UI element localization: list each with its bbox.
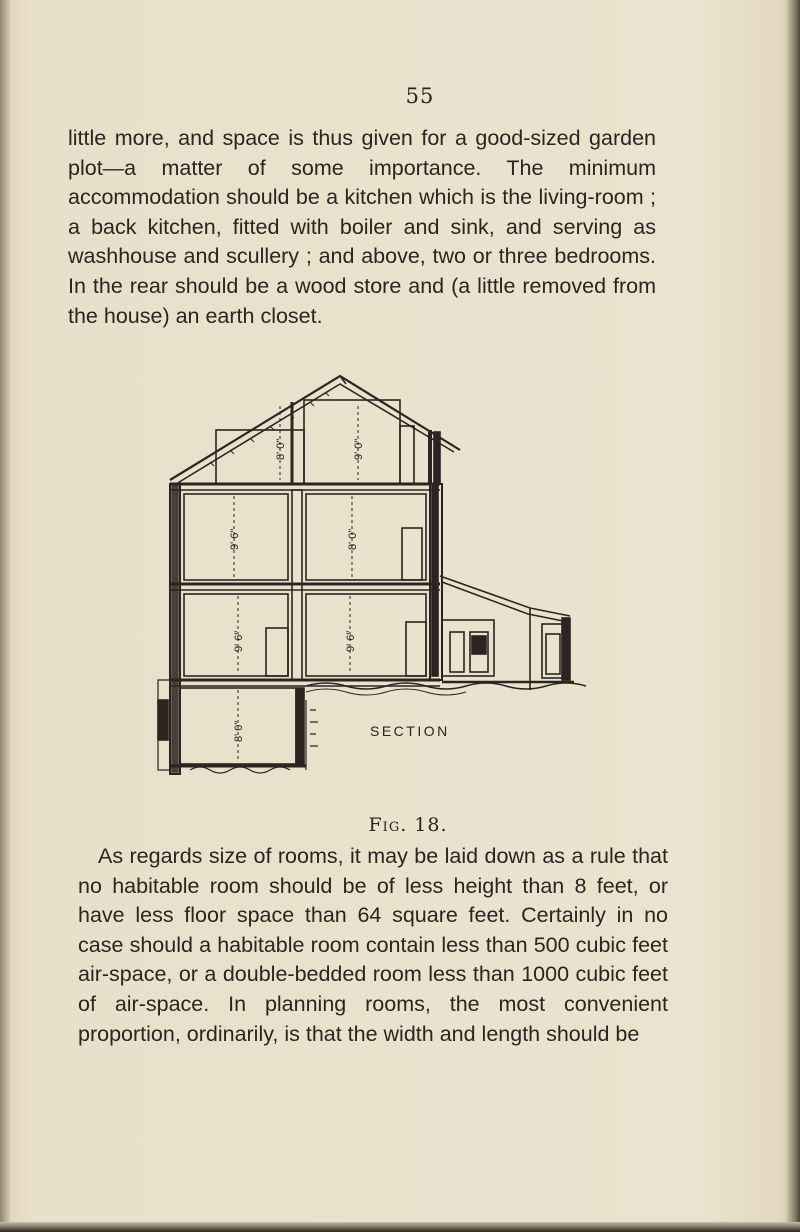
- page-left-edge: [0, 0, 10, 1232]
- figure-caption: [8, 814, 800, 836]
- figure-caption-text: Fig. 18.: [368, 814, 448, 836]
- dimension-first-right: 8' 0": [347, 528, 359, 550]
- dimension-first-left: 9' 6": [229, 528, 241, 550]
- dimension-ground-left: 9' 6": [233, 630, 245, 652]
- page-bottom-edge: [0, 1222, 800, 1232]
- rear-extension-outline: [440, 576, 574, 690]
- paragraph-accommodation: little more, and space is thus given for a good-sized garden plot—a matter of some importance. The minimum accommodation should be a kitchen which is the living-room ; a back kitchen, fitted with boiler and sink, and serving as washhouse and scullery ; and above, two or three bedrooms. In the rear should be a wood store and (a little removed from the house) an earth closet.: [68, 126, 656, 328]
- house-section-drawing: [150, 370, 590, 800]
- page-number: 55: [405, 84, 435, 108]
- dimension-attic-left: 8' 0": [275, 438, 287, 460]
- page-right-edge: [786, 0, 800, 1232]
- paragraph-room-size: As regards size of rooms, it may be laid down as a rule that no habitable room should be of less height than 8 feet, or have less floor space than 64 square feet. Certainly in no case should a habitable room contain less than 500 cubic feet air-space, or a double-bedded room less than 1000 cubic feet of air-space. In planning rooms, the most convenient proportion, ordinarily, is that the width and length should be: [78, 844, 668, 1046]
- dimension-attic-right: 9' 0": [353, 438, 365, 460]
- main-house-outline: [158, 376, 586, 774]
- dimension-ground-right: 9' 6": [345, 630, 357, 652]
- section-label: SECTION: [370, 723, 450, 739]
- house-section-figure: [150, 370, 590, 800]
- dimension-cellar: 8' 0": [233, 720, 245, 742]
